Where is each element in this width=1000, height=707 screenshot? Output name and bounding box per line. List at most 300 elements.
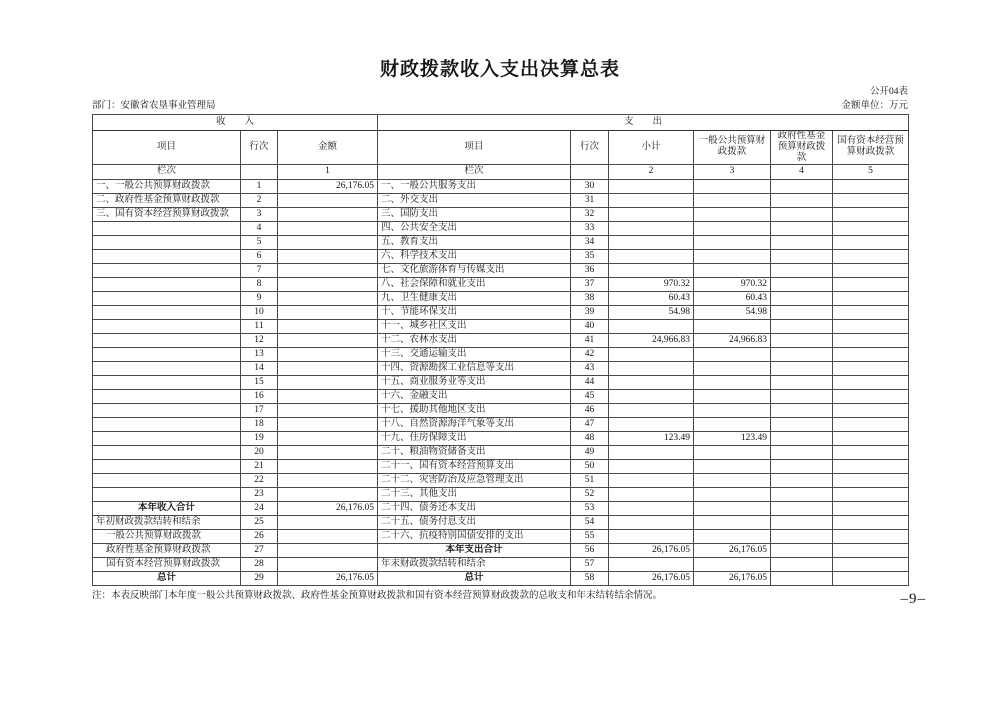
expense-state-capital-cell — [833, 375, 909, 389]
expense-item-cell: 二十一、国有资本经营预算支出 — [378, 459, 571, 473]
expense-item-cell: 三、国防支出 — [378, 207, 571, 221]
expense-gov-fund-cell — [771, 403, 833, 417]
income-line-cell: 20 — [241, 445, 278, 459]
expense-line-cell: 52 — [571, 487, 609, 501]
income-amount-cell: 26,176.05 — [278, 179, 378, 193]
expense-item-cell: 二十二、灾害防治及应急管理支出 — [378, 473, 571, 487]
income-section-header: 收 入 — [93, 115, 378, 131]
expense-gov-fund-cell — [771, 543, 833, 557]
expense-subtotal-cell — [609, 501, 694, 515]
expense-line-cell: 56 — [571, 543, 609, 557]
expense-line-cell: 40 — [571, 319, 609, 333]
expense-gov-fund-cell — [771, 431, 833, 445]
expense-item-cell: 二十四、债务还本支出 — [378, 501, 571, 515]
income-line-cell: 17 — [241, 403, 278, 417]
table-body — [93, 179, 909, 585]
expense-line-cell: 36 — [571, 263, 609, 277]
expense-gov-fund-cell — [771, 235, 833, 249]
income-amount-cell — [278, 389, 378, 403]
income-line-cell: 1 — [241, 179, 278, 193]
expense-general-budget-cell — [694, 193, 771, 207]
expense-state-capital-cell — [833, 459, 909, 473]
table-row — [93, 319, 909, 333]
income-amount-cell — [278, 459, 378, 473]
expense-general-budget-cell — [694, 501, 771, 515]
expense-general-budget-cell — [694, 487, 771, 501]
expense-line-cell: 48 — [571, 431, 609, 445]
expense-line-cell: 38 — [571, 291, 609, 305]
expense-line-cell: 32 — [571, 207, 609, 221]
income-amount-cell — [278, 277, 378, 291]
table-row — [93, 249, 909, 263]
expense-item-cell: 十三、交通运输支出 — [378, 347, 571, 361]
income-line-cell: 9 — [241, 291, 278, 305]
expense-state-capital-cell — [833, 305, 909, 319]
expense-item-cell: 二十五、债务付息支出 — [378, 515, 571, 529]
expense-subtotal-cell — [609, 347, 694, 361]
page-title: 财政拨款收入支出决算总表 — [379, 59, 620, 80]
expense-item-cell: 八、社会保障和就业支出 — [378, 277, 571, 291]
income-item-header: 项目 — [93, 131, 241, 165]
income-amount-cell — [278, 515, 378, 529]
income-amount-cell — [278, 487, 378, 501]
income-amount-cell — [278, 529, 378, 543]
expense-gov-fund-cell — [771, 319, 833, 333]
expense-gov-fund-cell — [771, 501, 833, 515]
income-line-cell: 3 — [241, 207, 278, 221]
expense-gov-fund-cell — [771, 347, 833, 361]
income-line-cell: 24 — [241, 501, 278, 515]
income-item-cell — [93, 319, 241, 333]
income-item-cell — [93, 445, 241, 459]
income-amount-cell — [278, 473, 378, 487]
expense-general-budget-cell — [694, 417, 771, 431]
table-row — [93, 277, 909, 291]
table-row — [93, 543, 909, 557]
income-amount-cell — [278, 263, 378, 277]
expense-line-cell: 51 — [571, 473, 609, 487]
expense-subtotal-cell — [609, 361, 694, 375]
expense-state-capital-cell — [833, 417, 909, 431]
expense-gov-fund-cell — [771, 263, 833, 277]
income-amount-cell — [278, 347, 378, 361]
expense-state-capital-header: 国有资本经营预算财政拨款 — [833, 131, 909, 165]
expense-general-budget-cell — [694, 389, 771, 403]
expense-subtotal-cell — [609, 263, 694, 277]
expense-item-cell: 本年支出合计 — [378, 543, 571, 557]
expense-general-budget-cell — [694, 207, 771, 221]
expense-line-cell: 41 — [571, 333, 609, 347]
expense-subtotal-cell — [609, 459, 694, 473]
table-row — [93, 361, 909, 375]
page-content — [92, 0, 908, 602]
expense-gov-fund-cell — [771, 221, 833, 235]
expense-subtotal-cell — [609, 179, 694, 193]
expense-item-cell: 十五、商业服务业等支出 — [378, 375, 571, 389]
expense-subtotal-cell: 123.49 — [609, 431, 694, 445]
income-amount-cell — [278, 375, 378, 389]
expense-subtotal-cell — [609, 445, 694, 459]
income-amount-cell — [278, 361, 378, 375]
expense-line-cell: 45 — [571, 389, 609, 403]
expense-gov-fund-cell — [771, 333, 833, 347]
expense-subtotal-cell — [609, 515, 694, 529]
summary-table — [92, 114, 909, 586]
table-row — [93, 305, 909, 319]
expense-line-cell: 39 — [571, 305, 609, 319]
expense-state-capital-cell — [833, 431, 909, 445]
expense-gov-fund-cell — [771, 291, 833, 305]
expense-state-capital-cell — [833, 249, 909, 263]
expense-subtotal-header: 小计 — [609, 131, 694, 165]
income-amount-cell: 26,176.05 — [278, 571, 378, 585]
expense-state-capital-cell — [833, 543, 909, 557]
expense-line-cell: 30 — [571, 179, 609, 193]
expense-item-cell: 十、节能环保支出 — [378, 305, 571, 319]
income-amount-cell — [278, 193, 378, 207]
income-item-cell — [93, 417, 241, 431]
expense-item-cell: 十二、农林水支出 — [378, 333, 571, 347]
expense-gov-fund-index: 4 — [771, 164, 833, 179]
income-amount-cell — [278, 235, 378, 249]
expense-subtotal-cell — [609, 375, 694, 389]
expense-subtotal-cell — [609, 487, 694, 501]
expense-line-cell: 50 — [571, 459, 609, 473]
income-item-cell — [93, 431, 241, 445]
table-row — [93, 221, 909, 235]
table-row — [93, 571, 909, 585]
expense-line-cell: 55 — [571, 529, 609, 543]
table-row — [93, 193, 909, 207]
expense-line-cell: 49 — [571, 445, 609, 459]
income-item-cell — [93, 347, 241, 361]
expense-gov-fund-cell — [771, 193, 833, 207]
expense-gov-fund-cell — [771, 557, 833, 571]
expense-subtotal-cell — [609, 221, 694, 235]
table-row — [93, 403, 909, 417]
income-item-cell — [93, 235, 241, 249]
expense-line-cell: 53 — [571, 501, 609, 515]
expense-state-capital-cell — [833, 193, 909, 207]
expense-general-budget-cell: 26,176.05 — [694, 543, 771, 557]
income-item-cell — [93, 487, 241, 501]
expense-line-index — [571, 164, 609, 179]
income-item-cell: 一般公共预算财政拨款 — [93, 529, 241, 543]
expense-item-cell: 二、外交支出 — [378, 193, 571, 207]
income-amount-cell — [278, 207, 378, 221]
expense-line-cell: 43 — [571, 361, 609, 375]
expense-item-cell: 十九、住房保障支出 — [378, 431, 571, 445]
expense-gov-fund-cell — [771, 571, 833, 585]
expense-item-cell: 一、一般公共服务支出 — [378, 179, 571, 193]
expense-line-header: 行次 — [571, 131, 609, 165]
income-amount-cell — [278, 221, 378, 235]
income-line-cell: 15 — [241, 375, 278, 389]
expense-general-budget-cell — [694, 221, 771, 235]
expense-item-cell: 十六、金融支出 — [378, 389, 571, 403]
expense-line-cell: 57 — [571, 557, 609, 571]
expense-general-budget-cell — [694, 347, 771, 361]
income-item-cell — [93, 403, 241, 417]
expense-index-label: 栏次 — [378, 164, 571, 179]
table-row — [93, 501, 909, 515]
income-item-cell: 年初财政拨款结转和结余 — [93, 515, 241, 529]
expense-line-cell: 33 — [571, 221, 609, 235]
income-item-cell — [93, 459, 241, 473]
table-row — [93, 459, 909, 473]
expense-state-capital-cell — [833, 333, 909, 347]
income-line-cell: 27 — [241, 543, 278, 557]
income-amount-cell — [278, 543, 378, 557]
income-amount-cell — [278, 249, 378, 263]
income-item-cell: 一、一般公共预算财政拨款 — [93, 179, 241, 193]
expense-state-capital-cell — [833, 277, 909, 291]
income-item-cell: 国有资本经营预算财政拨款 — [93, 557, 241, 571]
expense-state-capital-cell — [833, 473, 909, 487]
income-line-cell: 8 — [241, 277, 278, 291]
income-line-cell: 22 — [241, 473, 278, 487]
income-line-cell: 14 — [241, 361, 278, 375]
expense-line-cell: 35 — [571, 249, 609, 263]
income-item-cell — [93, 389, 241, 403]
department-label: 部门：安徽省农垦事业管理局 — [92, 101, 216, 111]
expense-general-budget-cell: 24,966.83 — [694, 333, 771, 347]
expense-item-cell: 二十三、其他支出 — [378, 487, 571, 501]
expense-general-budget-cell — [694, 459, 771, 473]
income-item-cell — [93, 473, 241, 487]
income-line-header: 行次 — [241, 131, 278, 165]
expense-general-budget-cell — [694, 557, 771, 571]
column-index-row — [93, 164, 909, 179]
table-code: 公开04表 — [869, 87, 908, 97]
unit-label: 金额单位：万元 — [841, 101, 908, 111]
income-item-cell — [93, 305, 241, 319]
section-header-row — [93, 115, 909, 131]
expense-state-capital-cell — [833, 235, 909, 249]
expense-state-capital-cell — [833, 515, 909, 529]
table-row — [93, 515, 909, 529]
expense-gov-fund-cell — [771, 515, 833, 529]
expense-gov-fund-cell — [771, 361, 833, 375]
expense-general-budget-cell — [694, 403, 771, 417]
expense-state-capital-cell — [833, 207, 909, 221]
expense-state-capital-cell — [833, 319, 909, 333]
expense-line-cell: 34 — [571, 235, 609, 249]
column-header-row — [93, 131, 909, 165]
expense-general-budget-index: 3 — [694, 164, 771, 179]
expense-subtotal-cell: 24,966.83 — [609, 333, 694, 347]
expense-item-cell: 十七、援助其他地区支出 — [378, 403, 571, 417]
page-number: –9– — [900, 591, 926, 607]
expense-general-budget-cell — [694, 515, 771, 529]
expense-general-budget-cell: 970.32 — [694, 277, 771, 291]
table-row — [93, 235, 909, 249]
income-amount-cell — [278, 319, 378, 333]
expense-gov-fund-cell — [771, 207, 833, 221]
expense-subtotal-index: 2 — [609, 164, 694, 179]
expense-general-budget-cell: 60.43 — [694, 291, 771, 305]
table-row — [93, 179, 909, 193]
expense-subtotal-cell: 60.43 — [609, 291, 694, 305]
expense-gov-fund-cell — [771, 529, 833, 543]
table-row — [93, 347, 909, 361]
income-item-cell — [93, 249, 241, 263]
expense-general-budget-cell — [694, 375, 771, 389]
expense-subtotal-cell — [609, 193, 694, 207]
expense-gov-fund-cell — [771, 179, 833, 193]
expense-general-budget-cell — [694, 445, 771, 459]
income-item-cell — [93, 277, 241, 291]
expense-general-budget-cell — [694, 473, 771, 487]
income-line-cell: 11 — [241, 319, 278, 333]
income-line-cell: 25 — [241, 515, 278, 529]
expense-state-capital-cell — [833, 263, 909, 277]
income-line-cell: 26 — [241, 529, 278, 543]
expense-item-cell: 十一、城乡社区支出 — [378, 319, 571, 333]
expense-general-budget-cell — [694, 235, 771, 249]
expense-gov-fund-cell — [771, 389, 833, 403]
table-row — [93, 529, 909, 543]
income-index-label: 栏次 — [93, 164, 241, 179]
income-line-cell: 2 — [241, 193, 278, 207]
expense-general-budget-header: 一般公共预算财政拨款 — [694, 131, 771, 165]
expense-line-cell: 58 — [571, 571, 609, 585]
expense-general-budget-cell: 54.98 — [694, 305, 771, 319]
expense-subtotal-cell: 26,176.05 — [609, 543, 694, 557]
expense-state-capital-cell — [833, 361, 909, 375]
income-amount-cell — [278, 417, 378, 431]
table-row — [93, 445, 909, 459]
income-amount-header: 金额 — [278, 131, 378, 165]
footnote: 注：本表反映部门本年度一般公共预算财政拨款、政府性基金预算财政拨款和国有资本经营预算财政拨款的总收支和年末结转结余情况。 — [92, 590, 663, 601]
expense-gov-fund-cell — [771, 417, 833, 431]
expense-state-capital-index: 5 — [833, 164, 909, 179]
expense-state-capital-cell — [833, 221, 909, 235]
expense-state-capital-cell — [833, 529, 909, 543]
expense-line-cell: 37 — [571, 277, 609, 291]
expense-state-capital-cell — [833, 487, 909, 501]
income-amount-cell: 26,176.05 — [278, 501, 378, 515]
income-amount-cell — [278, 557, 378, 571]
expense-gov-fund-cell — [771, 277, 833, 291]
expense-subtotal-cell: 54.98 — [609, 305, 694, 319]
income-item-cell — [93, 263, 241, 277]
expense-gov-fund-cell — [771, 473, 833, 487]
table-row — [93, 333, 909, 347]
table-row — [93, 291, 909, 305]
income-line-cell: 18 — [241, 417, 278, 431]
expense-general-budget-cell — [694, 249, 771, 263]
expense-subtotal-cell — [609, 389, 694, 403]
income-item-cell: 政府性基金预算财政拨款 — [93, 543, 241, 557]
expense-line-cell: 46 — [571, 403, 609, 417]
income-amount-cell — [278, 445, 378, 459]
expense-item-cell: 年末财政拨款结转和结余 — [378, 557, 571, 571]
income-line-cell: 6 — [241, 249, 278, 263]
expense-subtotal-cell: 26,176.05 — [609, 571, 694, 585]
expense-subtotal-cell — [609, 319, 694, 333]
income-item-cell: 二、政府性基金预算财政拨款 — [93, 193, 241, 207]
expense-state-capital-cell — [833, 389, 909, 403]
expense-state-capital-cell — [833, 179, 909, 193]
income-line-cell: 7 — [241, 263, 278, 277]
expense-item-cell: 十四、资源勘探工业信息等支出 — [378, 361, 571, 375]
income-item-cell — [93, 291, 241, 305]
income-line-cell: 16 — [241, 389, 278, 403]
income-line-cell: 23 — [241, 487, 278, 501]
expense-subtotal-cell — [609, 249, 694, 263]
expense-item-cell: 四、公共安全支出 — [378, 221, 571, 235]
income-amount-cell — [278, 291, 378, 305]
expense-state-capital-cell — [833, 501, 909, 515]
table-row — [93, 389, 909, 403]
expense-line-cell: 54 — [571, 515, 609, 529]
expense-state-capital-cell — [833, 445, 909, 459]
income-line-index — [241, 164, 278, 179]
income-line-cell: 21 — [241, 459, 278, 473]
table-row — [93, 375, 909, 389]
expense-item-cell: 二十、粮油物资储备支出 — [378, 445, 571, 459]
expense-line-cell: 44 — [571, 375, 609, 389]
expense-gov-fund-header: 政府性基金预算财政拨款 — [771, 131, 833, 165]
expense-state-capital-cell — [833, 557, 909, 571]
expense-line-cell: 42 — [571, 347, 609, 361]
income-line-cell: 12 — [241, 333, 278, 347]
table-row — [93, 473, 909, 487]
income-amount-cell — [278, 333, 378, 347]
expense-item-cell: 十八、自然资源海洋气象等支出 — [378, 417, 571, 431]
expense-item-cell: 五、教育支出 — [378, 235, 571, 249]
table-row — [93, 487, 909, 501]
expense-subtotal-cell: 970.32 — [609, 277, 694, 291]
expense-general-budget-cell — [694, 263, 771, 277]
expense-item-cell: 九、卫生健康支出 — [378, 291, 571, 305]
expense-general-budget-cell: 26,176.05 — [694, 571, 771, 585]
expense-general-budget-cell — [694, 179, 771, 193]
expense-gov-fund-cell — [771, 459, 833, 473]
income-item-cell — [93, 361, 241, 375]
expense-line-cell: 47 — [571, 417, 609, 431]
expense-subtotal-cell — [609, 235, 694, 249]
table-row — [93, 207, 909, 221]
expense-item-cell: 七、文化旅游体育与传媒支出 — [378, 263, 571, 277]
income-amount-cell — [278, 431, 378, 445]
expense-state-capital-cell — [833, 403, 909, 417]
expense-subtotal-cell — [609, 529, 694, 543]
expense-section-header: 支 出 — [378, 115, 909, 131]
income-line-cell: 13 — [241, 347, 278, 361]
expense-item-cell: 六、科学技术支出 — [378, 249, 571, 263]
income-line-cell: 4 — [241, 221, 278, 235]
expense-subtotal-cell — [609, 557, 694, 571]
income-line-cell: 5 — [241, 235, 278, 249]
expense-subtotal-cell — [609, 207, 694, 221]
expense-gov-fund-cell — [771, 375, 833, 389]
income-item-cell — [93, 221, 241, 235]
expense-gov-fund-cell — [771, 249, 833, 263]
income-item-cell: 总计 — [93, 571, 241, 585]
expense-state-capital-cell — [833, 291, 909, 305]
expense-gov-fund-cell — [771, 445, 833, 459]
expense-item-cell: 二十六、抗疫特别国债安排的支出 — [378, 529, 571, 543]
income-item-cell: 本年收入合计 — [93, 501, 241, 515]
expense-general-budget-cell — [694, 361, 771, 375]
expense-subtotal-cell — [609, 473, 694, 487]
table-row — [93, 263, 909, 277]
income-line-cell: 19 — [241, 431, 278, 445]
expense-state-capital-cell — [833, 347, 909, 361]
expense-general-budget-cell — [694, 319, 771, 333]
